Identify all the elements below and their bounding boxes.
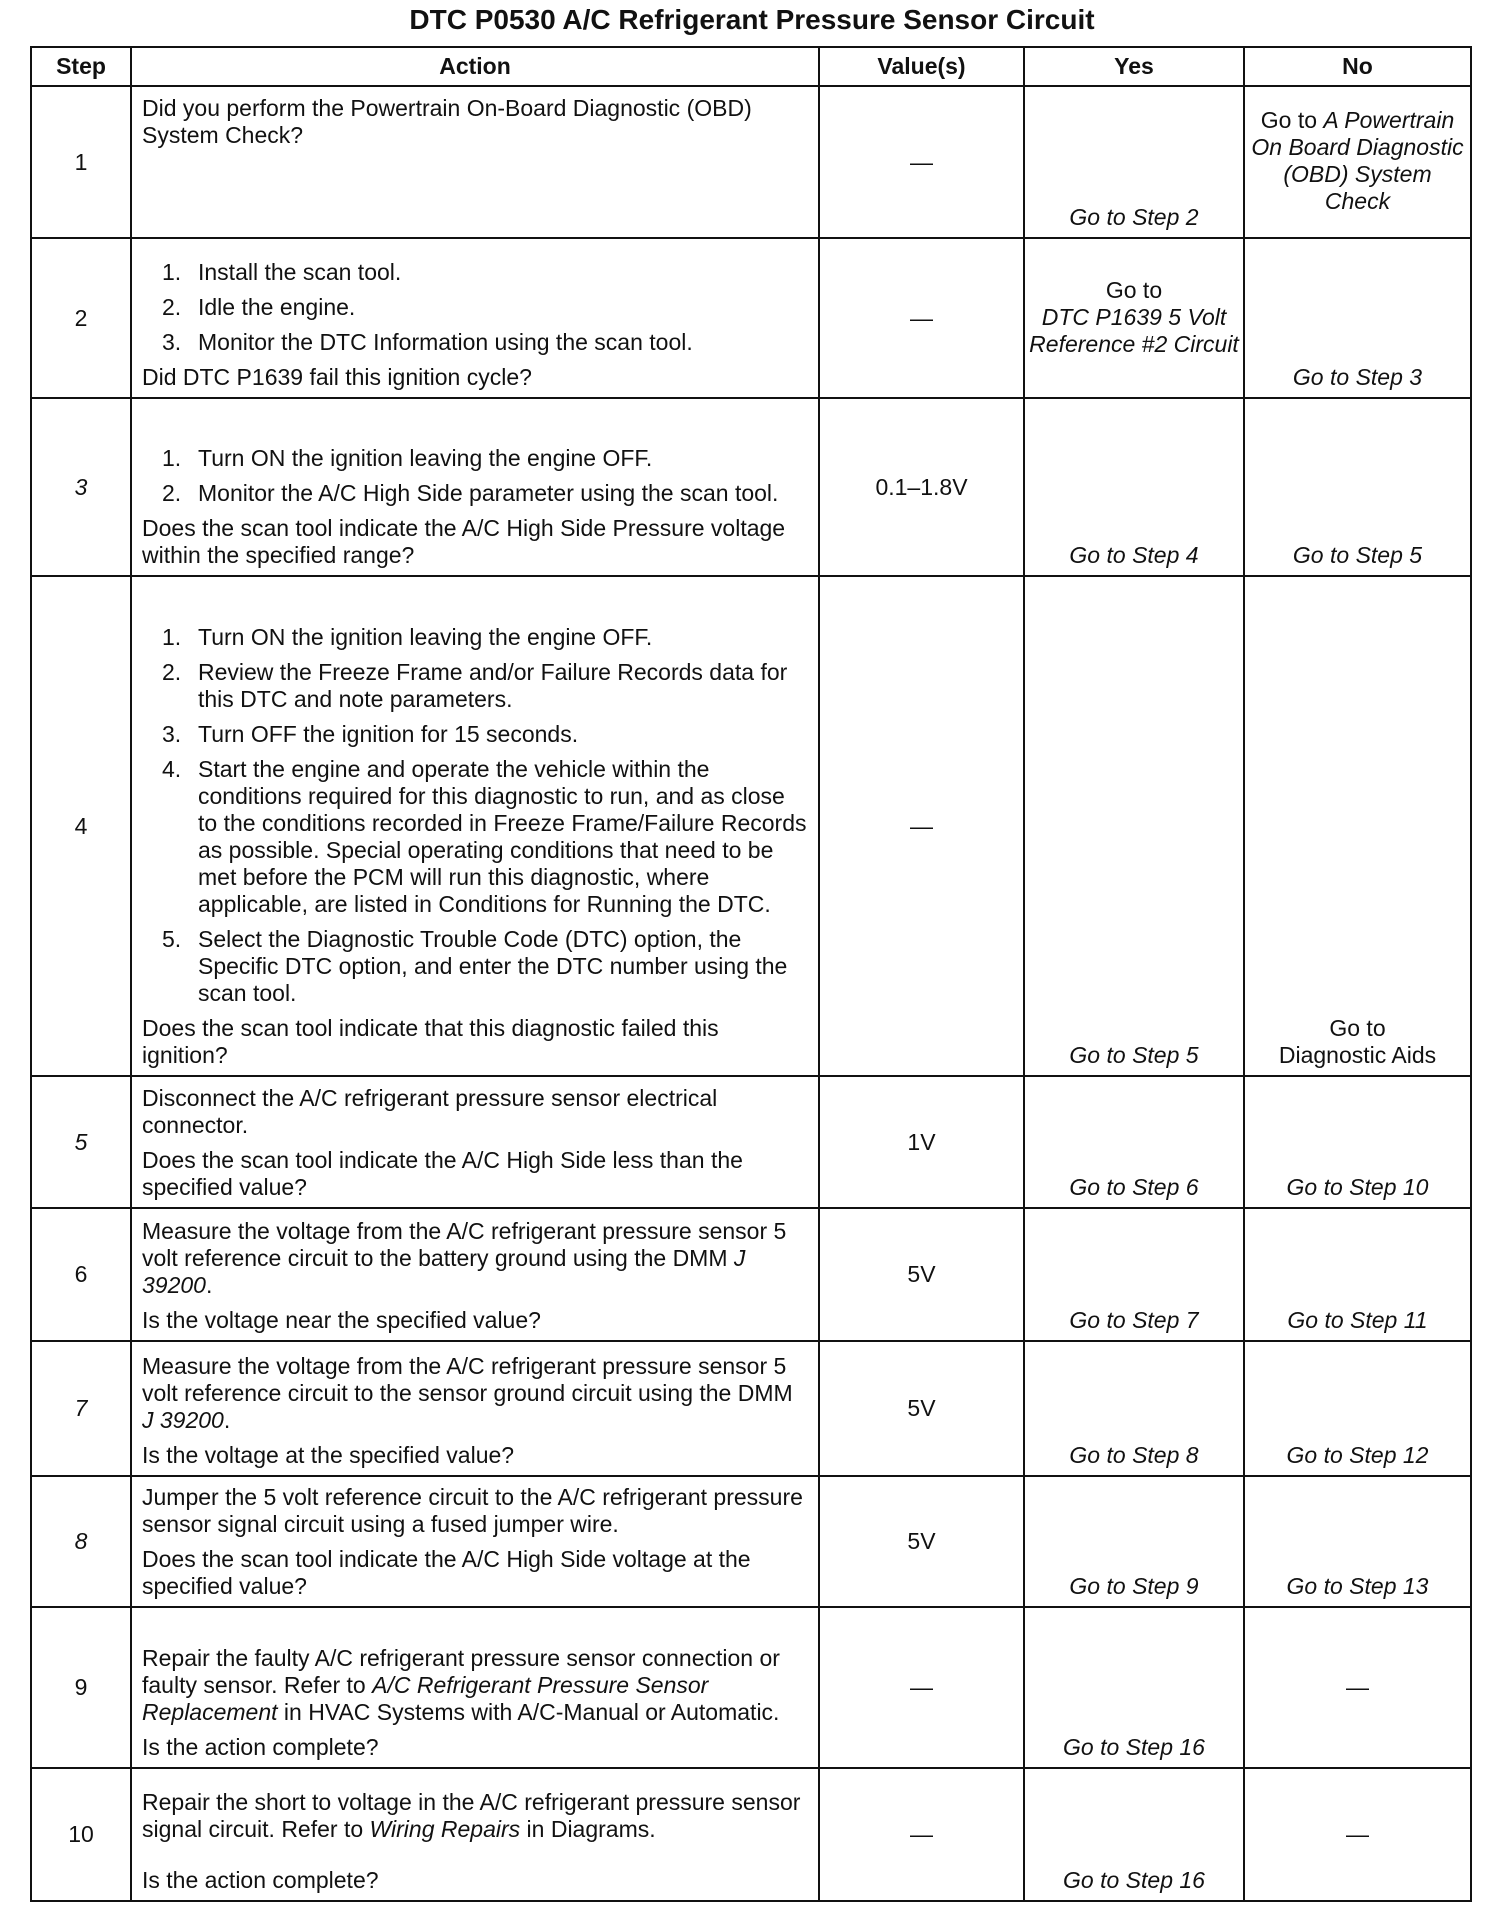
action-question: Does the scan tool indicate the A/C High Side Pressure voltage within the specified range? (142, 515, 786, 568)
table-row (31, 576, 1471, 1076)
action-text: Measure the voltage from the A/C refrigerant pressure sensor 5 volt reference circuit to the battery ground using the DMM J 39200. (142, 1218, 787, 1298)
action-step: 2. Idle the engine. (162, 294, 356, 320)
action-question: Is the voltage at the specified value? (142, 1442, 515, 1468)
header-action: Action (131, 47, 819, 86)
header-yes: Yes (1024, 47, 1244, 86)
header-no: No (1244, 47, 1471, 86)
step-number: 6 (31, 1208, 131, 1341)
action-text: Disconnect the A/C refrigerant pressure sensor electrical connector. (142, 1085, 718, 1138)
no-cell: — (1244, 1768, 1471, 1901)
value-cell: — (819, 1607, 1024, 1768)
yes-cell: Go to Step 9 (1024, 1476, 1244, 1607)
no-cell (1244, 86, 1471, 238)
table-row (31, 1476, 1471, 1607)
diagnostic-table (30, 46, 1472, 1902)
action-step: 3. Turn OFF the ignition for 15 seconds. (162, 721, 579, 747)
header-values: Value(s) (819, 47, 1024, 86)
action-cell (131, 1076, 819, 1208)
header-step: Step (31, 47, 131, 86)
action-question: Does the scan tool indicate the A/C High Side less than the specified value? (142, 1147, 743, 1200)
no-line1: Go to (1329, 1015, 1386, 1041)
no-prefix: Go to (1260, 107, 1324, 133)
action-cell (131, 1341, 819, 1476)
action-step: 2. Review the Freeze Frame and/or Failure Records data for this DTC and note parameters. (162, 659, 788, 712)
table-row (31, 86, 1471, 238)
action-step: 1. Turn ON the ignition leaving the engine OFF. (162, 445, 653, 471)
yes-cell: Go to Step 8 (1024, 1341, 1244, 1476)
action-step: 1. Install the scan tool. (162, 259, 402, 285)
action-question: Does the scan tool indicate that this diagnostic failed this ignition? (142, 1015, 719, 1068)
action-text: Measure the voltage from the A/C refrigerant pressure sensor 5 volt reference circuit to the sensor ground circuit using the DMM J 39200. (142, 1353, 793, 1433)
action-steps (142, 624, 808, 1007)
action-text: Repair the faulty A/C refrigerant pressure sensor connection or faulty sensor. Refer to A/C Refrigerant Pressure Sensor Replacement in HVAC Systems with A/C-Manual or Automatic. (142, 1645, 780, 1725)
step-number: 9 (31, 1607, 131, 1768)
table-row (31, 1076, 1471, 1208)
table-row (31, 1607, 1471, 1768)
no-cell: — (1244, 1607, 1471, 1768)
action-text: Repair the short to voltage in the A/C refrigerant pressure sensor signal circuit. Refer to Wiring Repairs in Diagrams. (142, 1789, 801, 1842)
step-number: 3 (31, 398, 131, 576)
action-step: 1. Turn ON the ignition leaving the engine OFF. (162, 624, 653, 650)
no-cell: Go to Step 13 (1244, 1476, 1471, 1607)
action-cell (131, 1768, 819, 1901)
no-cell: Go to Step 3 (1244, 238, 1471, 398)
yes-cell: Go to Step 16 (1024, 1768, 1244, 1901)
table-row (31, 398, 1471, 576)
step-number: 1 (31, 86, 131, 238)
yes-cell: Go to Step 6 (1024, 1076, 1244, 1208)
table-row (31, 1208, 1471, 1341)
no-link: A Powertrain On Board Diagnostic (OBD) System Check (1251, 107, 1464, 214)
action-question: Is the action complete? (142, 1734, 379, 1760)
yes-prefix: Go to (1105, 276, 1163, 303)
value-cell: — (819, 86, 1024, 238)
action-question: Did you perform the Powertrain On-Board Diagnostic (OBD) System Check? (142, 95, 752, 148)
action-cell (131, 576, 819, 1076)
action-step: 5. Select the Diagnostic Trouble Code (DTC) option, the Specific DTC option, and enter the DTC number using the scan tool. (162, 926, 788, 1006)
action-text: Jumper the 5 volt reference circuit to the A/C refrigerant pressure sensor signal circuit using a fused jumper wire. (142, 1484, 803, 1537)
yes-link: DTC P1639 5 Volt Reference #2 Circuit (1029, 303, 1239, 357)
yes-cell (1024, 238, 1244, 398)
value-cell: — (819, 576, 1024, 1076)
action-cell (131, 86, 819, 238)
no-line2: Diagnostic Aids (1278, 1042, 1437, 1068)
step-number: 4 (31, 576, 131, 1076)
step-number: 8 (31, 1476, 131, 1607)
step-number: 7 (31, 1341, 131, 1476)
value-cell: 5V (819, 1208, 1024, 1341)
no-cell: Go to Step 11 (1244, 1208, 1471, 1341)
table-row (31, 238, 1471, 398)
action-step: 4. Start the engine and operate the vehicle within the conditions required for this diagnostic to run, and as close to the conditions recorded in Freeze Frame/Failure Records as possible. Special operating conditions that need to be met before the PCM will run this diagnostic, where applicable, are listed in Conditions for Running the DTC. (162, 756, 807, 917)
action-steps (142, 259, 808, 356)
no-cell: Go to Step 5 (1244, 398, 1471, 576)
no-cell: Go to Step 10 (1244, 1076, 1471, 1208)
value-cell: 5V (819, 1476, 1024, 1607)
action-question: Is the action complete? (142, 1867, 379, 1893)
value-cell: 1V (819, 1076, 1024, 1208)
no-cell (1244, 576, 1471, 1076)
action-cell (131, 1607, 819, 1768)
action-step: 2. Monitor the A/C High Side parameter using the scan tool. (162, 480, 779, 506)
action-cell (131, 1208, 819, 1341)
page-title: DTC P0530 A/C Refrigerant Pressure Sensor Circuit (409, 4, 1095, 35)
yes-cell: Go to Step 5 (1024, 576, 1244, 1076)
action-cell (131, 1476, 819, 1607)
yes-cell: Go to Step 4 (1024, 398, 1244, 576)
action-steps (142, 445, 808, 507)
value-cell: 5V (819, 1341, 1024, 1476)
step-number: 5 (31, 1076, 131, 1208)
yes-cell: Go to Step 16 (1024, 1607, 1244, 1768)
step-number: 10 (31, 1768, 131, 1901)
action-cell (131, 398, 819, 576)
value-cell: — (819, 238, 1024, 398)
action-question: Does the scan tool indicate the A/C High Side voltage at the specified value? (142, 1546, 751, 1599)
value-cell: 0.1–1.8V (819, 398, 1024, 576)
action-step: 3. Monitor the DTC Information using the scan tool. (162, 329, 693, 355)
value-cell: — (819, 1768, 1024, 1901)
yes-cell: Go to Step 7 (1024, 1208, 1244, 1341)
table-header-row (31, 47, 1471, 86)
table-row (31, 1341, 1471, 1476)
action-cell (131, 238, 819, 398)
yes-cell: Go to Step 2 (1024, 86, 1244, 238)
action-question: Did DTC P1639 fail this ignition cycle? (142, 364, 532, 390)
action-question: Is the voltage near the specified value? (142, 1307, 541, 1333)
no-cell: Go to Step 12 (1244, 1341, 1471, 1476)
table-row (31, 1768, 1471, 1901)
step-number: 2 (31, 238, 131, 398)
